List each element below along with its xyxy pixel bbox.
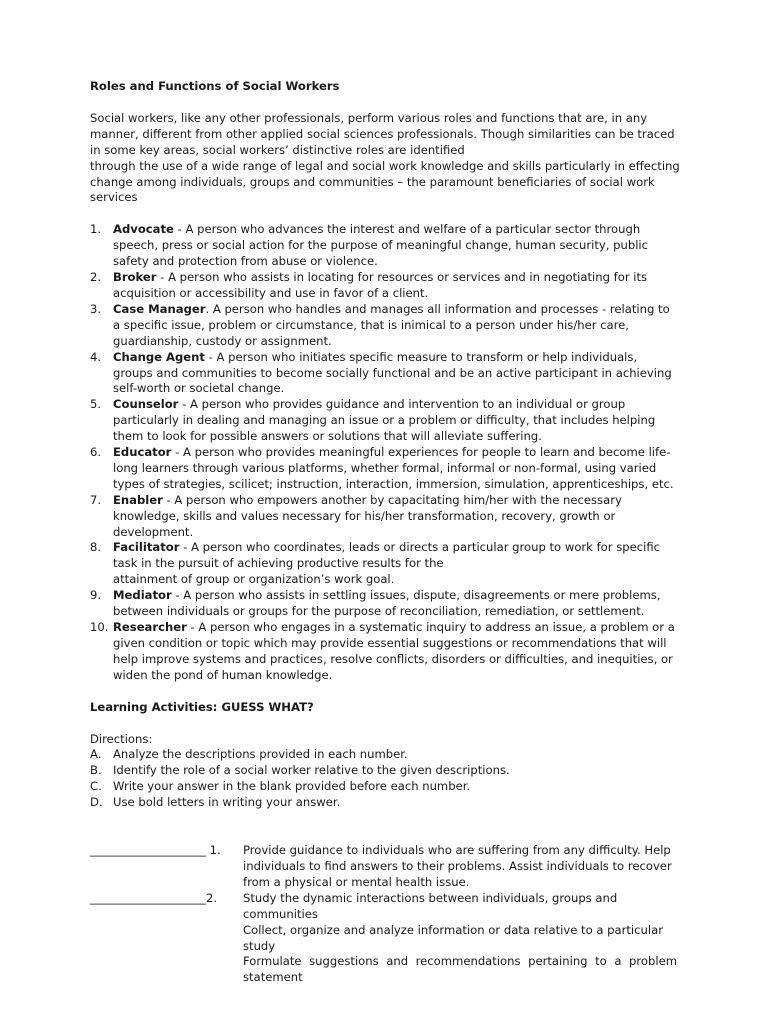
role-term: Advocate [113,222,174,237]
directions-label: Directions: [90,731,153,746]
role-separator: - [186,620,199,634]
document-title: Roles and Functions of Social Workers [90,79,340,93]
direction-item [90,779,680,795]
role-description: A person who assists in locating for resources or services and in negotiating for its acquisition or accessibility and use in favor of a client. [113,270,648,300]
role-number: 8. [90,540,102,555]
role-separator: - [179,540,192,555]
role-term: Facilitator [113,540,180,555]
question-1-text [243,843,677,891]
direction-letter: B. [90,763,102,778]
role-term: Educator [113,445,172,460]
learning-activities-heading: Learning Activities: GUESS WHAT? [90,699,314,714]
question-line: Collect, organize and analyze information or data relative to a particular study [243,922,663,953]
role-separator: - [171,588,184,603]
direction-item [90,763,680,779]
role-item-enabler [90,493,680,541]
roles-list [90,222,680,683]
role-description: A person who handles and manages all information and processes - relating to a specific issue, problem or circumstance, that is inimical to a person under his/her care, guardianship, custody or assignment. [113,301,670,348]
direction-text: Write your answer in the blank provided before each number. [113,779,471,794]
role-item-case-manager [90,302,680,350]
role-term: Case Manager [113,301,206,316]
direction-item [90,747,680,763]
role-number: 7. [90,492,102,507]
direction-text: Use bold letters in writing your answer. [113,795,341,810]
role-description-continued: attainment of group or organization’s work goal. [113,572,395,587]
role-item-researcher [90,620,680,684]
role-description: A person who coordinates, leads or directs a particular group to work for specific task in the pursuit of achieving productive results for the [113,540,661,571]
role-number: 3. [90,301,102,316]
directions-section [90,732,680,812]
role-separator: - [171,445,183,460]
direction-letter: D. [90,795,103,810]
role-item-change-agent [90,350,680,398]
role-description: A person who engages in a systematic inquiry to address an issue, a problem or a given condition or topic which may provide essential suggestions or recommendations that will help improve systems and practices, resolve conflicts, disorders or difficulties, and inequities, or widen the pond of human knowledge. [113,620,675,682]
answer-blank-1[interactable]: ____________________ 1. [90,843,221,858]
role-item-counselor [90,397,680,445]
role-term: Counselor [113,397,179,412]
role-description: A person who advances the interest and welfare of a particular sector through speech, press or social action for the purpose of meaningful change, human security, public safety and protection from abuse or violence. [113,222,649,269]
role-separator: - [162,492,175,507]
role-number: 4. [90,349,102,364]
role-description: A person who initiates specific measure to transform or help individuals, groups and communities to become socially functional and be an active participant in achieving self-worth or societal change. [113,349,672,396]
role-separator: - [178,397,190,412]
question-2 [90,891,680,986]
role-number: 2. [90,270,102,285]
role-separator: - [204,349,217,364]
answer-blank-2[interactable]: ____________________2. [90,890,217,905]
role-term: Change Agent [113,349,205,364]
role-item-advocate [90,222,680,270]
direction-item [90,795,680,811]
role-description: A person who provides guidance and intervention to an individual or group particularly in dealing and managing an issue or a problem or difficulty, that includes helping them to look for possible answers or solutions that will alleviate suffering. [113,397,656,444]
direction-text: Identify the role of a social worker relative to the given descriptions. [113,763,510,778]
intro-line-2: through the use of a wide range of legal and social work knowledge and skills particularly in effecting change among individuals, groups and communities – the paramount beneficiaries of social work services [90,158,680,205]
question-1 [90,843,680,891]
role-term: Mediator [113,588,172,603]
direction-text: Analyze the descriptions provided in each number. [113,747,408,762]
question-line: Study the dynamic interactions between individuals, groups and communities [243,890,618,921]
directions-list [90,747,680,811]
question-line: Provide guidance to individuals who are suffering from any difficulty. Help individuals to find answers to their problems. Assist individuals to recover from a physical or mental health issue. [243,843,672,889]
question-2-text [243,891,677,986]
role-description: A person who empowers another by capacitating him/her with the necessary knowledge, skills and values necessary for his/her transformation, recovery, growth or development. [113,492,622,539]
direction-letter: C. [90,779,102,794]
direction-letter: A. [90,747,102,762]
intro-line-1: Social workers, like any other professionals, perform various roles and functions that are, in any manner, different from other applied social sciences professionals. Though similarities can be traced in some key areas, social workers’ distinctive roles are identified [90,110,675,157]
role-term: Broker [113,270,157,285]
document-page [90,79,680,986]
role-number: 1. [90,222,102,237]
role-item-facilitator [90,540,680,588]
role-separator: - [156,270,169,285]
role-number: 5. [90,397,102,412]
role-term: Enabler [113,492,163,507]
role-number: 6. [90,445,102,460]
role-separator: . [205,301,213,316]
questions-section [90,843,680,986]
role-number: 9. [90,588,102,603]
role-item-educator [90,445,680,493]
question-line: Formulate suggestions and recommendations pertaining to a problem statement [243,954,677,985]
intro-paragraph [90,111,680,206]
role-term: Researcher [113,620,187,634]
role-separator: - [173,222,186,237]
role-description: A person who assists in settling issues, dispute, disagreements or mere problems, between individuals or groups for the purpose of reconciliation, remediation, or settlement. [113,588,661,619]
role-number: 10. [90,620,109,634]
role-item-mediator [90,588,680,620]
role-description: A person who provides meaningful experiences for people to learn and become life-long learners through various platforms, whether formal, informal or non-formal, using varied types of strategies, scilicet; instruction, interaction, immersion, simulation, apprenticeships, etc. [113,445,674,491]
role-item-broker [90,270,680,302]
